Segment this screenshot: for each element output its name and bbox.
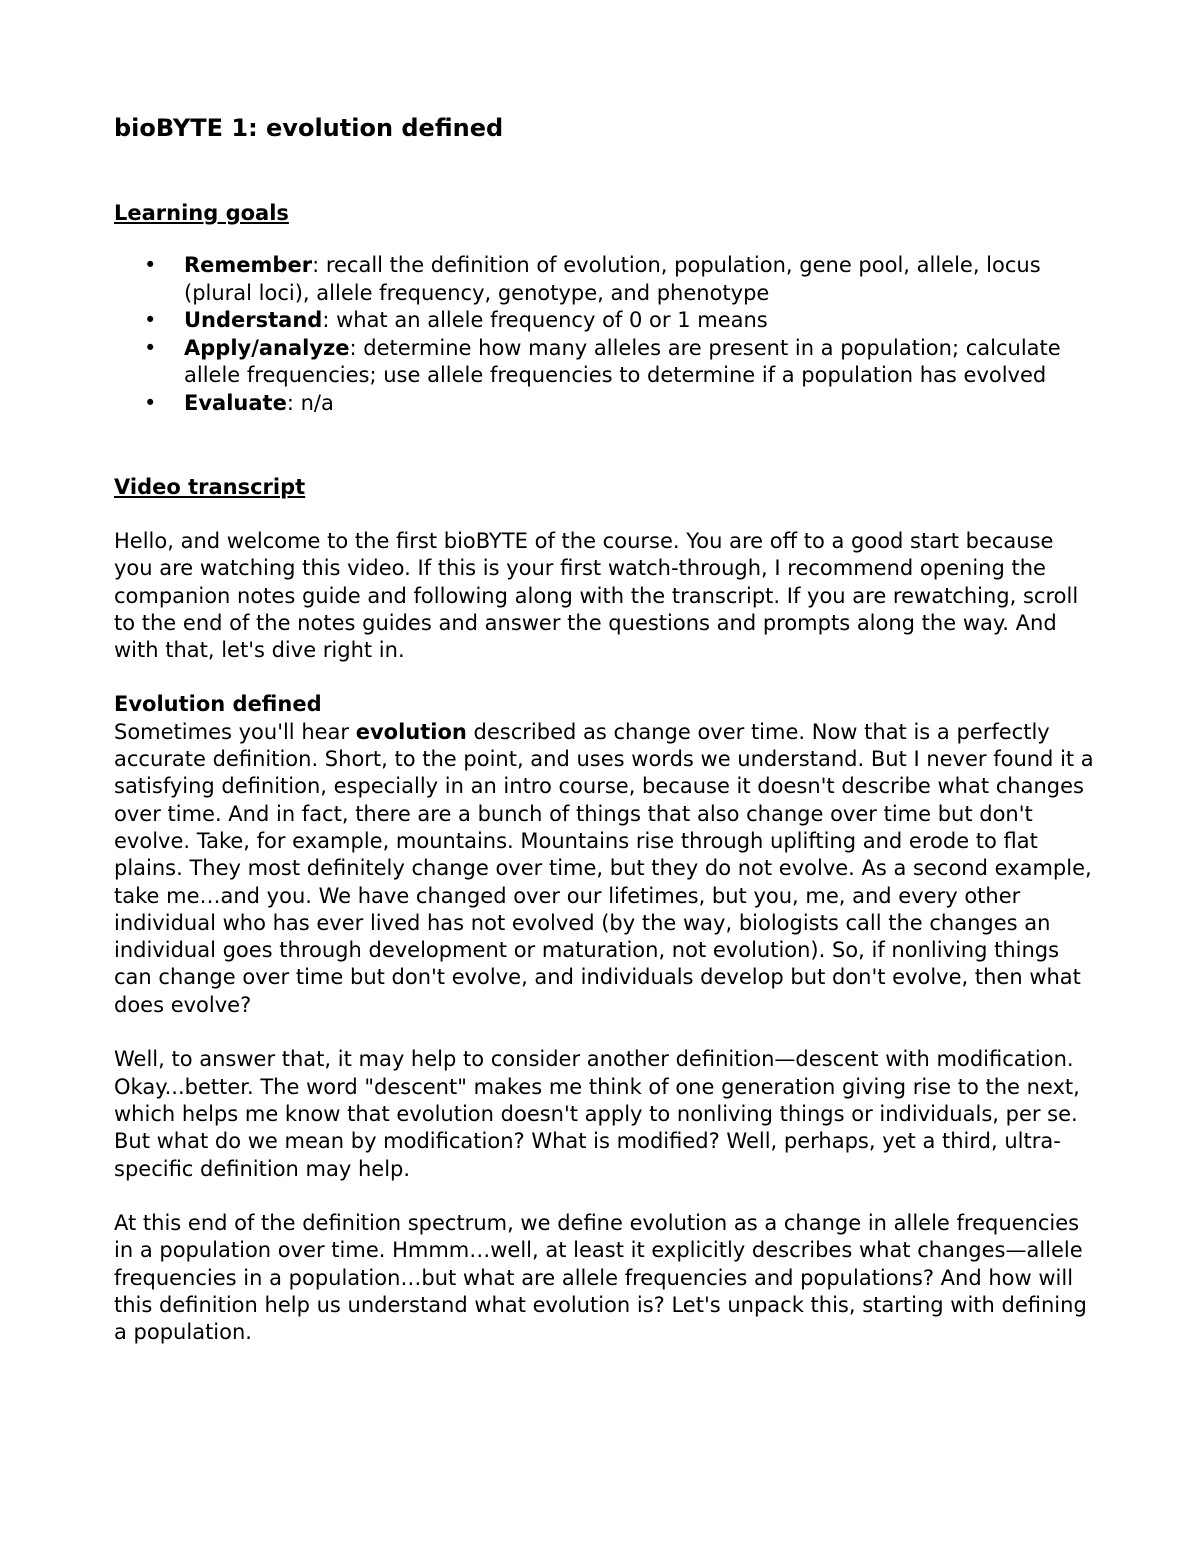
video-transcript-heading: Video transcript: [114, 475, 306, 499]
goal-term: Understand: [184, 308, 323, 332]
goal-text: : recall the definition of evolution, population, gene pool, allele, locus (plural loci), allele frequency, genotype, and phenotype: [184, 253, 1041, 305]
list-item: [114, 252, 1094, 307]
list-item: [114, 390, 1094, 418]
paragraph-text: Sometimes you'll hear: [114, 719, 356, 744]
evolution-defined-heading: Evolution defined: [114, 692, 322, 717]
bullet-icon: •: [144, 253, 157, 277]
bullet-icon: •: [144, 335, 157, 360]
document-title: bioBYTE 1: evolution defined: [114, 114, 504, 142]
learning-goals-list: [114, 252, 1094, 417]
bullet-icon: •: [144, 308, 157, 332]
bullet-icon: •: [144, 390, 157, 415]
evolution-paragraph-3: At this end of the definition spectrum, we define evolution as a change in allele frequencies in a population over time. Hmmm…well, at least it explicitly describes what changes—allele frequencies in a population…but what are allele frequencies and populations? And how will this definition help us understand what evolution is? Let's unpack this, starting with defining a population.: [114, 1211, 1087, 1345]
goal-term: Evaluate: [184, 390, 287, 415]
evolution-paragraph-1: [114, 719, 1094, 1019]
list-item: [114, 335, 1094, 390]
goal-term: Remember: [184, 253, 313, 277]
paragraph-text: described as change over time. Now that is a perfectly accurate definition. Short, to the point, and uses words we understand. But I never found it a satisfying definition, especially in an intro course, because it doesn't describe what changes over time. And in fact, there are a bunch of things that also change over time but don't evolve. Take, for example, mountains. Mountains rise through uplifting and erode to flat plains. They most definitely change over time, but they do not evolve. As a second example, take me…and you. We have changed over our lifetimes, but you, me, and every other individual who has ever lived has not evolved (by the way, biologists call the changes an individual goes through development or maturation, not evolution). So, if nonliving things can change over time but don't evolve, and individuals develop but don't evolve, then what does evolve?: [114, 719, 1094, 1017]
goal-text: : what an allele frequency of 0 or 1 means: [322, 308, 768, 332]
intro-paragraph: Hello, and welcome to the first bioBYTE of the course. You are off to a good start because you are watching this video. If this is your first watch-through, I recommend opening the companion notes guide and following along with the transcript. If you are rewatching, scroll to the end of the notes guides and answer the questions and prompts along the way. And with that, let's dive right in.: [114, 529, 1079, 663]
list-item: [114, 307, 1094, 335]
learning-goals-heading: Learning goals: [114, 201, 289, 225]
goal-text: : n/a: [286, 390, 334, 415]
goal-term: Apply/analyze: [184, 335, 350, 360]
goal-text: : determine how many alleles are present in a population; calculate allele frequencies; use allele frequencies to determine if a population has evolved: [184, 335, 1061, 387]
document-page: [114, 110, 1094, 1347]
evolution-paragraph-2: Well, to answer that, it may help to consider another definition—descent with modification. Okay...better. The word "descent" makes me think of one generation giving rise to the next, which helps me know that evolution doesn't apply to nonliving things or individuals, per se. But what do we mean by modification? What is modified? Well, perhaps, yet a third, ultra-specific definition may help.: [114, 1047, 1080, 1181]
evolution-term: evolution: [355, 719, 467, 744]
